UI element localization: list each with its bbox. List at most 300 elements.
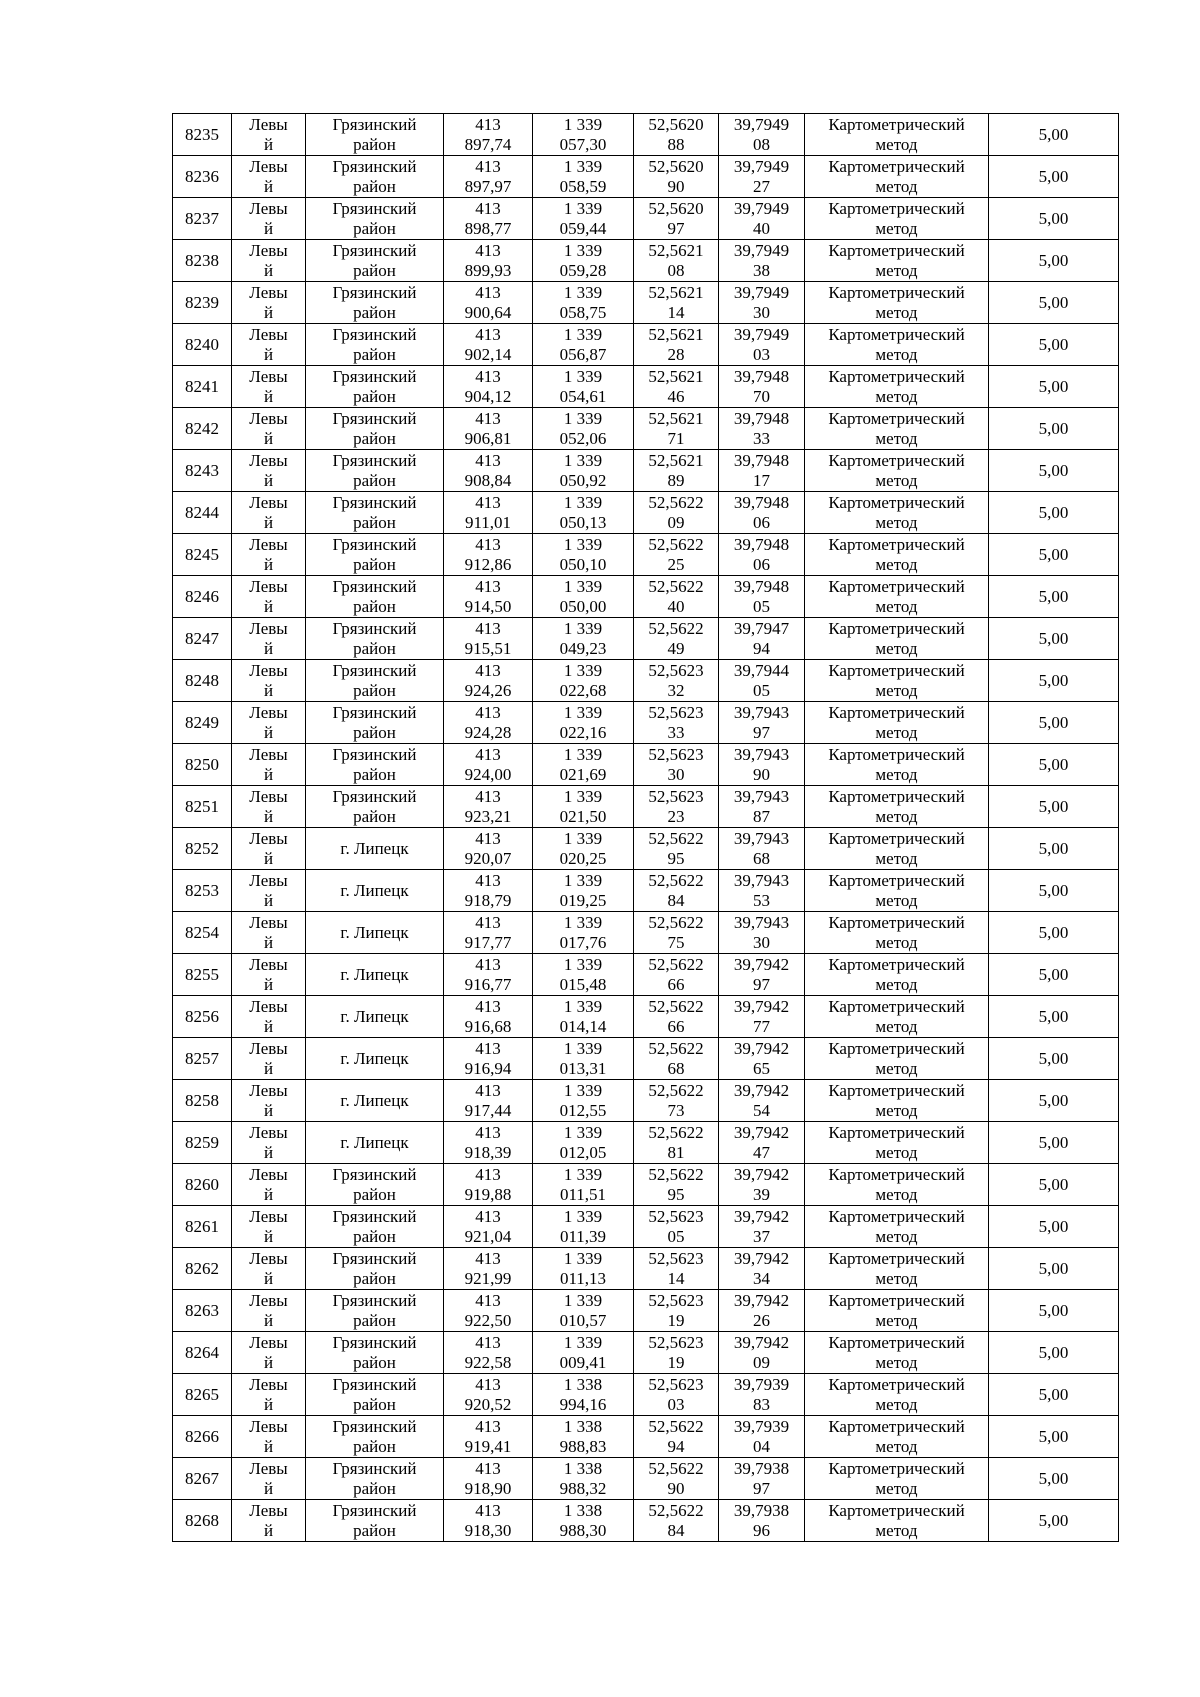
y-coordinate-cell: 1 339 052,06 — [533, 408, 634, 450]
longitude-cell: 39,7943 53 — [719, 870, 805, 912]
latitude-cell: 52,5623 14 — [634, 1248, 719, 1290]
y-coordinate-cell: 1 339 011,39 — [533, 1206, 634, 1248]
x-coordinate-cell: 413 902,14 — [444, 324, 533, 366]
method-cell: Картометрический метод — [805, 156, 989, 198]
latitude-cell: 52,5622 95 — [634, 1164, 719, 1206]
side-cell: Левы й — [232, 450, 306, 492]
side-cell: Левы й — [232, 996, 306, 1038]
table-row — [173, 156, 1119, 198]
accuracy-cell: 5,00 — [989, 1374, 1119, 1416]
side-cell: Левы й — [232, 618, 306, 660]
longitude-cell: 39,7942 54 — [719, 1080, 805, 1122]
area-cell: Грязинский район — [306, 1206, 444, 1248]
table-row — [173, 198, 1119, 240]
accuracy-cell: 5,00 — [989, 1500, 1119, 1542]
side-cell: Левы й — [232, 1290, 306, 1332]
area-cell: Грязинский район — [306, 114, 444, 156]
side-cell: Левы й — [232, 366, 306, 408]
latitude-cell: 52,5622 84 — [634, 1500, 719, 1542]
y-coordinate-cell: 1 339 011,51 — [533, 1164, 634, 1206]
accuracy-cell: 5,00 — [989, 1080, 1119, 1122]
y-coordinate-cell: 1 339 054,61 — [533, 366, 634, 408]
y-coordinate-cell: 1 338 994,16 — [533, 1374, 634, 1416]
accuracy-cell: 5,00 — [989, 1122, 1119, 1164]
side-cell: Левы й — [232, 828, 306, 870]
latitude-cell: 52,5622 95 — [634, 828, 719, 870]
accuracy-cell: 5,00 — [989, 534, 1119, 576]
point-number-cell: 8265 — [173, 1374, 232, 1416]
area-cell: Грязинский район — [306, 576, 444, 618]
latitude-cell: 52,5622 25 — [634, 534, 719, 576]
accuracy-cell: 5,00 — [989, 1248, 1119, 1290]
area-cell: г. Липецк — [306, 912, 444, 954]
method-cell: Картометрический метод — [805, 534, 989, 576]
table-row — [173, 786, 1119, 828]
side-cell: Левы й — [232, 1122, 306, 1164]
x-coordinate-cell: 413 897,97 — [444, 156, 533, 198]
x-coordinate-cell: 413 918,90 — [444, 1458, 533, 1500]
method-cell: Картометрический метод — [805, 1458, 989, 1500]
point-number-cell: 8266 — [173, 1416, 232, 1458]
y-coordinate-cell: 1 339 050,00 — [533, 576, 634, 618]
point-number-cell: 8251 — [173, 786, 232, 828]
side-cell: Левы й — [232, 1248, 306, 1290]
area-cell: г. Липецк — [306, 1122, 444, 1164]
table-row — [173, 534, 1119, 576]
method-cell: Картометрический метод — [805, 1206, 989, 1248]
accuracy-cell: 5,00 — [989, 1458, 1119, 1500]
accuracy-cell: 5,00 — [989, 786, 1119, 828]
table-row — [173, 1080, 1119, 1122]
method-cell: Картометрический метод — [805, 660, 989, 702]
y-coordinate-cell: 1 339 057,30 — [533, 114, 634, 156]
area-cell: Грязинский район — [306, 702, 444, 744]
y-coordinate-cell: 1 339 009,41 — [533, 1332, 634, 1374]
latitude-cell: 52,5621 71 — [634, 408, 719, 450]
point-number-cell: 8243 — [173, 450, 232, 492]
x-coordinate-cell: 413 912,86 — [444, 534, 533, 576]
area-cell: г. Липецк — [306, 870, 444, 912]
side-cell: Левы й — [232, 1038, 306, 1080]
longitude-cell: 39,7943 87 — [719, 786, 805, 828]
longitude-cell: 39,7942 39 — [719, 1164, 805, 1206]
accuracy-cell: 5,00 — [989, 576, 1119, 618]
table-row — [173, 492, 1119, 534]
method-cell: Картометрический метод — [805, 1416, 989, 1458]
accuracy-cell: 5,00 — [989, 282, 1119, 324]
y-coordinate-cell: 1 339 022,68 — [533, 660, 634, 702]
area-cell: Грязинский район — [306, 1416, 444, 1458]
latitude-cell: 52,5622 40 — [634, 576, 719, 618]
side-cell: Левы й — [232, 492, 306, 534]
table-row — [173, 1500, 1119, 1542]
longitude-cell: 39,7942 09 — [719, 1332, 805, 1374]
y-coordinate-cell: 1 339 017,76 — [533, 912, 634, 954]
side-cell: Левы й — [232, 1416, 306, 1458]
longitude-cell: 39,7949 40 — [719, 198, 805, 240]
area-cell: Грязинский район — [306, 1458, 444, 1500]
point-number-cell: 8262 — [173, 1248, 232, 1290]
x-coordinate-cell: 413 920,52 — [444, 1374, 533, 1416]
longitude-cell: 39,7947 94 — [719, 618, 805, 660]
area-cell: Грязинский район — [306, 1290, 444, 1332]
area-cell: Грязинский район — [306, 786, 444, 828]
latitude-cell: 52,5622 66 — [634, 996, 719, 1038]
x-coordinate-cell: 413 917,44 — [444, 1080, 533, 1122]
x-coordinate-cell: 413 918,79 — [444, 870, 533, 912]
y-coordinate-cell: 1 339 014,14 — [533, 996, 634, 1038]
area-cell: г. Липецк — [306, 996, 444, 1038]
side-cell: Левы й — [232, 786, 306, 828]
side-cell: Левы й — [232, 870, 306, 912]
accuracy-cell: 5,00 — [989, 156, 1119, 198]
latitude-cell: 52,5623 19 — [634, 1290, 719, 1332]
method-cell: Картометрический метод — [805, 786, 989, 828]
point-number-cell: 8258 — [173, 1080, 232, 1122]
x-coordinate-cell: 413 918,39 — [444, 1122, 533, 1164]
method-cell: Картометрический метод — [805, 828, 989, 870]
method-cell: Картометрический метод — [805, 450, 989, 492]
area-cell: Грязинский район — [306, 240, 444, 282]
accuracy-cell: 5,00 — [989, 618, 1119, 660]
y-coordinate-cell: 1 339 058,59 — [533, 156, 634, 198]
latitude-cell: 52,5621 46 — [634, 366, 719, 408]
area-cell: Грязинский район — [306, 618, 444, 660]
longitude-cell: 39,7948 05 — [719, 576, 805, 618]
side-cell: Левы й — [232, 702, 306, 744]
longitude-cell: 39,7949 38 — [719, 240, 805, 282]
longitude-cell: 39,7939 04 — [719, 1416, 805, 1458]
x-coordinate-cell: 413 904,12 — [444, 366, 533, 408]
latitude-cell: 52,5622 94 — [634, 1416, 719, 1458]
longitude-cell: 39,7948 06 — [719, 534, 805, 576]
table-row — [173, 744, 1119, 786]
accuracy-cell: 5,00 — [989, 240, 1119, 282]
x-coordinate-cell: 413 922,58 — [444, 1332, 533, 1374]
table-row — [173, 408, 1119, 450]
area-cell: г. Липецк — [306, 828, 444, 870]
method-cell: Картометрический метод — [805, 576, 989, 618]
point-number-cell: 8253 — [173, 870, 232, 912]
area-cell: Грязинский район — [306, 1164, 444, 1206]
side-cell: Левы й — [232, 534, 306, 576]
y-coordinate-cell: 1 339 013,31 — [533, 1038, 634, 1080]
x-coordinate-cell: 413 914,50 — [444, 576, 533, 618]
latitude-cell: 52,5622 81 — [634, 1122, 719, 1164]
longitude-cell: 39,7949 27 — [719, 156, 805, 198]
longitude-cell: 39,7949 08 — [719, 114, 805, 156]
table-row — [173, 1038, 1119, 1080]
accuracy-cell: 5,00 — [989, 828, 1119, 870]
longitude-cell: 39,7943 68 — [719, 828, 805, 870]
longitude-cell: 39,7942 47 — [719, 1122, 805, 1164]
table-row — [173, 1290, 1119, 1332]
table-row — [173, 660, 1119, 702]
y-coordinate-cell: 1 338 988,32 — [533, 1458, 634, 1500]
method-cell: Картометрический метод — [805, 1290, 989, 1332]
point-number-cell: 8261 — [173, 1206, 232, 1248]
table-row — [173, 954, 1119, 996]
latitude-cell: 52,5620 88 — [634, 114, 719, 156]
point-number-cell: 8248 — [173, 660, 232, 702]
y-coordinate-cell: 1 339 056,87 — [533, 324, 634, 366]
x-coordinate-cell: 413 908,84 — [444, 450, 533, 492]
latitude-cell: 52,5621 89 — [634, 450, 719, 492]
accuracy-cell: 5,00 — [989, 114, 1119, 156]
method-cell: Картометрический метод — [805, 366, 989, 408]
y-coordinate-cell: 1 339 019,25 — [533, 870, 634, 912]
table-row — [173, 366, 1119, 408]
point-number-cell: 8249 — [173, 702, 232, 744]
side-cell: Левы й — [232, 912, 306, 954]
y-coordinate-cell: 1 339 012,55 — [533, 1080, 634, 1122]
point-number-cell: 8267 — [173, 1458, 232, 1500]
latitude-cell: 52,5622 66 — [634, 954, 719, 996]
method-cell: Картометрический метод — [805, 702, 989, 744]
longitude-cell: 39,7944 05 — [719, 660, 805, 702]
method-cell: Картометрический метод — [805, 1332, 989, 1374]
area-cell: Грязинский район — [306, 534, 444, 576]
latitude-cell: 52,5621 28 — [634, 324, 719, 366]
table-row — [173, 870, 1119, 912]
table-row — [173, 324, 1119, 366]
side-cell: Левы й — [232, 408, 306, 450]
longitude-cell: 39,7943 30 — [719, 912, 805, 954]
y-coordinate-cell: 1 339 050,92 — [533, 450, 634, 492]
table-row — [173, 114, 1119, 156]
point-number-cell: 8260 — [173, 1164, 232, 1206]
table-row — [173, 1458, 1119, 1500]
point-number-cell: 8242 — [173, 408, 232, 450]
x-coordinate-cell: 413 924,26 — [444, 660, 533, 702]
side-cell: Левы й — [232, 1500, 306, 1542]
x-coordinate-cell: 413 916,94 — [444, 1038, 533, 1080]
longitude-cell: 39,7942 26 — [719, 1290, 805, 1332]
method-cell: Картометрический метод — [805, 1038, 989, 1080]
longitude-cell: 39,7943 97 — [719, 702, 805, 744]
x-coordinate-cell: 413 923,21 — [444, 786, 533, 828]
x-coordinate-cell: 413 924,00 — [444, 744, 533, 786]
x-coordinate-cell: 413 917,77 — [444, 912, 533, 954]
longitude-cell: 39,7943 90 — [719, 744, 805, 786]
x-coordinate-cell: 413 918,30 — [444, 1500, 533, 1542]
method-cell: Картометрический метод — [805, 492, 989, 534]
y-coordinate-cell: 1 339 050,10 — [533, 534, 634, 576]
side-cell: Левы й — [232, 240, 306, 282]
method-cell: Картометрический метод — [805, 1122, 989, 1164]
accuracy-cell: 5,00 — [989, 660, 1119, 702]
x-coordinate-cell: 413 920,07 — [444, 828, 533, 870]
table-row — [173, 1332, 1119, 1374]
area-cell: Грязинский район — [306, 198, 444, 240]
y-coordinate-cell: 1 339 021,50 — [533, 786, 634, 828]
x-coordinate-cell: 413 899,93 — [444, 240, 533, 282]
side-cell: Левы й — [232, 1080, 306, 1122]
side-cell: Левы й — [232, 324, 306, 366]
y-coordinate-cell: 1 339 015,48 — [533, 954, 634, 996]
area-cell: Грязинский район — [306, 744, 444, 786]
method-cell: Картометрический метод — [805, 954, 989, 996]
method-cell: Картометрический метод — [805, 282, 989, 324]
side-cell: Левы й — [232, 1374, 306, 1416]
point-number-cell: 8247 — [173, 618, 232, 660]
side-cell: Левы й — [232, 282, 306, 324]
table-row — [173, 996, 1119, 1038]
x-coordinate-cell: 413 919,41 — [444, 1416, 533, 1458]
area-cell: Грязинский район — [306, 1500, 444, 1542]
side-cell: Левы й — [232, 1332, 306, 1374]
table-row — [173, 618, 1119, 660]
x-coordinate-cell: 413 898,77 — [444, 198, 533, 240]
area-cell: г. Липецк — [306, 1080, 444, 1122]
area-cell: Грязинский район — [306, 1332, 444, 1374]
method-cell: Картометрический метод — [805, 408, 989, 450]
accuracy-cell: 5,00 — [989, 408, 1119, 450]
accuracy-cell: 5,00 — [989, 870, 1119, 912]
latitude-cell: 52,5622 73 — [634, 1080, 719, 1122]
point-number-cell: 8264 — [173, 1332, 232, 1374]
method-cell: Картометрический метод — [805, 114, 989, 156]
x-coordinate-cell: 413 900,64 — [444, 282, 533, 324]
point-number-cell: 8235 — [173, 114, 232, 156]
y-coordinate-cell: 1 339 011,13 — [533, 1248, 634, 1290]
accuracy-cell: 5,00 — [989, 1416, 1119, 1458]
x-coordinate-cell: 413 921,04 — [444, 1206, 533, 1248]
point-number-cell: 8254 — [173, 912, 232, 954]
y-coordinate-cell: 1 339 021,69 — [533, 744, 634, 786]
point-number-cell: 8246 — [173, 576, 232, 618]
method-cell: Картометрический метод — [805, 240, 989, 282]
table-row — [173, 1206, 1119, 1248]
latitude-cell: 52,5621 08 — [634, 240, 719, 282]
latitude-cell: 52,5623 33 — [634, 702, 719, 744]
latitude-cell: 52,5620 97 — [634, 198, 719, 240]
point-number-cell: 8257 — [173, 1038, 232, 1080]
method-cell: Картометрический метод — [805, 744, 989, 786]
table-row — [173, 912, 1119, 954]
point-number-cell: 8259 — [173, 1122, 232, 1164]
latitude-cell: 52,5622 49 — [634, 618, 719, 660]
point-number-cell: 8236 — [173, 156, 232, 198]
y-coordinate-cell: 1 339 049,23 — [533, 618, 634, 660]
point-number-cell: 8238 — [173, 240, 232, 282]
y-coordinate-cell: 1 339 012,05 — [533, 1122, 634, 1164]
side-cell: Левы й — [232, 660, 306, 702]
area-cell: Грязинский район — [306, 1374, 444, 1416]
latitude-cell: 52,5621 14 — [634, 282, 719, 324]
longitude-cell: 39,7949 30 — [719, 282, 805, 324]
accuracy-cell: 5,00 — [989, 912, 1119, 954]
accuracy-cell: 5,00 — [989, 996, 1119, 1038]
x-coordinate-cell: 413 906,81 — [444, 408, 533, 450]
latitude-cell: 52,5623 19 — [634, 1332, 719, 1374]
x-coordinate-cell: 413 916,77 — [444, 954, 533, 996]
method-cell: Картометрический метод — [805, 324, 989, 366]
point-number-cell: 8241 — [173, 366, 232, 408]
x-coordinate-cell: 413 915,51 — [444, 618, 533, 660]
side-cell: Левы й — [232, 1164, 306, 1206]
method-cell: Картометрический метод — [805, 618, 989, 660]
method-cell: Картометрический метод — [805, 870, 989, 912]
point-number-cell: 8256 — [173, 996, 232, 1038]
area-cell: г. Липецк — [306, 954, 444, 996]
table-row — [173, 702, 1119, 744]
longitude-cell: 39,7942 97 — [719, 954, 805, 996]
x-coordinate-cell: 413 916,68 — [444, 996, 533, 1038]
table-row — [173, 1122, 1119, 1164]
area-cell: Грязинский район — [306, 660, 444, 702]
longitude-cell: 39,7942 77 — [719, 996, 805, 1038]
longitude-cell: 39,7942 34 — [719, 1248, 805, 1290]
latitude-cell: 52,5623 23 — [634, 786, 719, 828]
area-cell: Грязинский район — [306, 366, 444, 408]
longitude-cell: 39,7948 33 — [719, 408, 805, 450]
method-cell: Картометрический метод — [805, 1374, 989, 1416]
y-coordinate-cell: 1 339 022,16 — [533, 702, 634, 744]
table-row — [173, 240, 1119, 282]
point-number-cell: 8252 — [173, 828, 232, 870]
accuracy-cell: 5,00 — [989, 366, 1119, 408]
point-number-cell: 8244 — [173, 492, 232, 534]
accuracy-cell: 5,00 — [989, 954, 1119, 996]
y-coordinate-cell: 1 339 059,28 — [533, 240, 634, 282]
y-coordinate-cell: 1 339 020,25 — [533, 828, 634, 870]
accuracy-cell: 5,00 — [989, 1038, 1119, 1080]
point-number-cell: 8237 — [173, 198, 232, 240]
x-coordinate-cell: 413 919,88 — [444, 1164, 533, 1206]
point-number-cell: 8239 — [173, 282, 232, 324]
latitude-cell: 52,5623 32 — [634, 660, 719, 702]
side-cell: Левы й — [232, 1458, 306, 1500]
longitude-cell: 39,7942 65 — [719, 1038, 805, 1080]
method-cell: Картометрический метод — [805, 1248, 989, 1290]
accuracy-cell: 5,00 — [989, 324, 1119, 366]
side-cell: Левы й — [232, 114, 306, 156]
accuracy-cell: 5,00 — [989, 450, 1119, 492]
latitude-cell: 52,5622 75 — [634, 912, 719, 954]
table-body — [173, 114, 1119, 1542]
accuracy-cell: 5,00 — [989, 1332, 1119, 1374]
accuracy-cell: 5,00 — [989, 744, 1119, 786]
method-cell: Картометрический метод — [805, 996, 989, 1038]
x-coordinate-cell: 413 922,50 — [444, 1290, 533, 1332]
side-cell: Левы й — [232, 954, 306, 996]
latitude-cell: 52,5622 84 — [634, 870, 719, 912]
table-row — [173, 1164, 1119, 1206]
longitude-cell: 39,7948 70 — [719, 366, 805, 408]
x-coordinate-cell: 413 924,28 — [444, 702, 533, 744]
longitude-cell: 39,7948 06 — [719, 492, 805, 534]
side-cell: Левы й — [232, 198, 306, 240]
y-coordinate-cell: 1 339 059,44 — [533, 198, 634, 240]
longitude-cell: 39,7938 96 — [719, 1500, 805, 1542]
point-number-cell: 8263 — [173, 1290, 232, 1332]
method-cell: Картометрический метод — [805, 1500, 989, 1542]
table-row — [173, 1248, 1119, 1290]
method-cell: Картометрический метод — [805, 1080, 989, 1122]
x-coordinate-cell: 413 897,74 — [444, 114, 533, 156]
x-coordinate-cell: 413 911,01 — [444, 492, 533, 534]
area-cell: Грязинский район — [306, 492, 444, 534]
area-cell: Грязинский район — [306, 450, 444, 492]
side-cell: Левы й — [232, 1206, 306, 1248]
y-coordinate-cell: 1 338 988,83 — [533, 1416, 634, 1458]
table-row — [173, 1416, 1119, 1458]
y-coordinate-cell: 1 338 988,30 — [533, 1500, 634, 1542]
longitude-cell: 39,7939 83 — [719, 1374, 805, 1416]
accuracy-cell: 5,00 — [989, 1164, 1119, 1206]
point-number-cell: 8255 — [173, 954, 232, 996]
